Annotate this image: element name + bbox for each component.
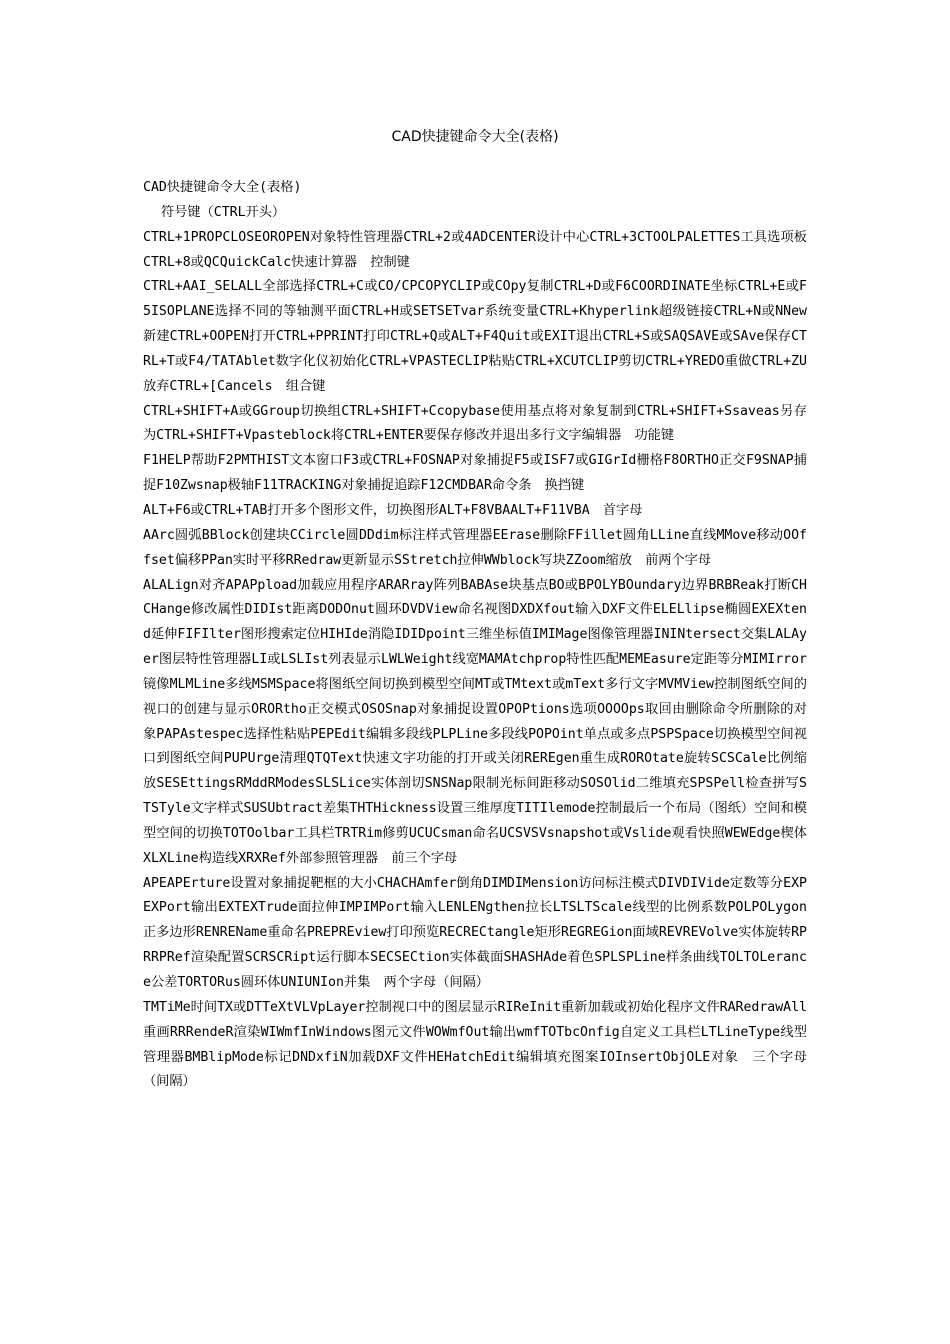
paragraph-combo-keys: CTRL+SHIFT+A或GGroup切换组CTRL+SHIFT+Ccopybase使用基点将对象复制到CTRL+SHIFT+Ssaveas另存为CTRL+SHIFT+Vpasteblock将CTRL+ENTER要保存修改并退出多行文字编辑器 功能键: [143, 403, 807, 444]
paragraph-shift-keys: ALT+F6或CTRL+TAB打开多个图形文件，切换图形ALT+F8VBAALT+F11VBA 首字母: [143, 502, 643, 518]
paragraph-symbol-keys: 符号键（CTRL开头）: [161, 204, 286, 220]
paragraph-function-keys: F1HELP帮助F2PMTHIST文本窗口F3或CTRL+FOSNAP对象捕捉F5或ISF7或GIGrId栅格F8ORTHO正交F9SNAP捕捉F10Zwsnap极轴F11TRACKING对象捕捉追踪F12CMDBAR命令条 换挡键: [143, 453, 807, 494]
paragraph-two-letters-spaced: TMTiMe时间TX或DTTeXtVLVpLayer控制视口中的图层显示RIReInit重新加载或初始化程序文件RARedrawAll重画RRRendeR渲染WIWmfInWindows图元文件WOWmfOut输出wmfTOTbcOnfig自定义工具栏LTLineType线型管理器BMBlipMode标记DNDxfiN加载DXF文件HEHatchEdit编辑填充图案IOInsertObjOLE对象 三个字母（间隔）: [143, 999, 807, 1090]
paragraph-first-letter: AArc圆弧BBlock创建块CCircle圆DDdim标注样式管理器EErase删除FFillet圆角LLine直线MMove移动OOffset偏移PPan实时平移RRedraw更新显示SStretch拉伸WWblock写块ZZoom缩放 前两个字母: [143, 527, 807, 568]
paragraph-ctrl-number: CTRL+1PROPCLOSEOROPEN对象特性管理器CTRL+2或4ADCENTER设计中心CTRL+3CTOOLPALETTES工具选项板CTRL+8或QCQuickCalc快速计算器 控制键: [143, 229, 807, 270]
paragraph-control-keys: CTRL+AAI_SELALL全部选择CTRL+C或CO/CPCOPYCLIP或COpy复制CTRL+D或F6COORDINATE坐标CTRL+E或F5ISOPLANE选择不同的等轴测平面CTRL+H或SETSETvar系统变量CTRL+Khyperlink超级链接CTRL+N或NNew新建CTRL+OOPEN打开CTRL+PPRINT打印CTRL+Q或ALT+F4Quit或EXIT退出CTRL+S或SAQSAVE或SAve保存CTRL+T或F4/TATAblet数字化仪初始化CTRL+VPASTECLIP粘贴CTRL+XCUTCLIP剪切CTRL+YREDO重做CTRL+ZU放弃CTRL+[Cancels 组合键: [143, 279, 807, 394]
paragraph-three-letters: APEAPErture设置对象捕捉靶框的大小CHACHAmfer倒角DIMDIMension访问标注模式DIVDIVide定数等分EXPEXPort输出EXTEXTrude面拉伸IMPIMPort输入LENLENgthen拉长LTSLTScale线型的比例系数POLPOLygon正多边形RENREName重命名PREPREview打印预览RECRECtangle矩形REGREGion面域REVREVolve实体旋转RPRRPRef渲染配置SCRSCRipt运行脚本SECSECtion实体截面SHASHAde着色SPLSPLine样条曲线TOLTOLerance公差TORTORus圆环体UNIUNIon并集 两个字母（间隔）: [143, 875, 807, 990]
document-body: [143, 176, 807, 1095]
document-title: CAD快捷键命令大全(表格): [391, 129, 559, 145]
paragraph-two-letters: ALALign对齐APAPpload加载应用程序ARARray阵列BABAse块基点BO或BPOLYBOundary边界BRBReak打断CHCHange修改属性DIDIst距离DODOnut圆环DVDView命名视图DXDXfout输入DXF文件ELELlipse椭圆EXEXtend延伸FIFIlter图形搜索定位HIHIde消隐IDIDpoint三维坐标值IMIMage图像管理器ININtersect交集LALAyer图层特性管理器LI或LSLIst列表显示LWLWeight线宽MAMAtchprop特性匹配MEMEasure定距等分MIMIrror镜像MLMLine多线MSMSpace将图纸空间切换到模型空间MT或TMtext或mText多行文字MVMView控制图纸空间的视口的创建与显示ORORtho正交模式OSOSnap对象捕捉设置OPOPtions选项OOOOps取回由删除命令所删除的对象PAPAstespec选择性粘贴PEPEdit编辑多段线PLPLine多段线POPOint单点或多点PSPSpace切换模型空间视口到图纸空间PUPUrge清理QTQText快速文字功能的打开或关闭REREgen重生成ROROtate旋转SCSCale比例缩放SESEttingsRMddRModesSLSLice实体剖切SNSNap限制光标间距移动SOSOlid二维填充SPSPell检查拼写STSTyle文字样式SUSUbtract差集THTHickness设置三维厚度TITIlemode控制最后一个布局（图纸）空间和模型空间的切换TOTOolbar工具栏TRTRim修剪UCUCsman命名UCSVSVsnapshot或Vslide观看快照WEWEdge楔体XLXLine构造线XRXRef外部参照管理器 前三个字母: [143, 577, 807, 866]
paragraph-heading: CAD快捷键命令大全(表格): [143, 180, 302, 195]
